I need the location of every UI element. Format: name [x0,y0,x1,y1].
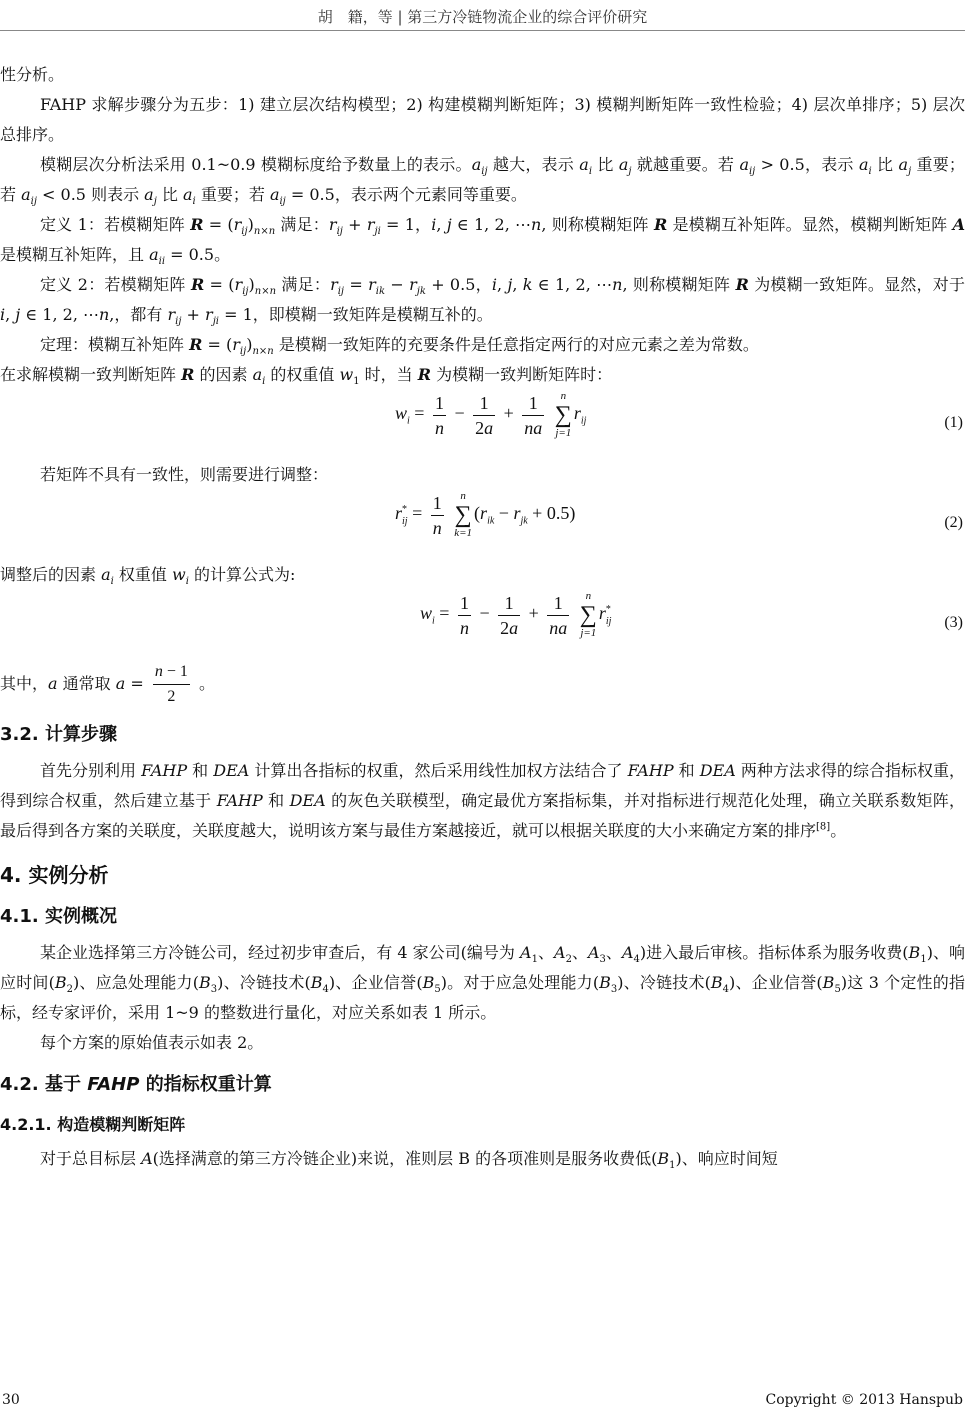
header-rule [0,30,965,31]
paragraph-after: 调整后的因素 $a_i$ 权重值 $w_i$ 的计算公式为: [0,565,296,588]
section-heading-4-2: 4.2. 基于 FAHP 的指标权重计算 [0,1074,272,1095]
paragraph-last: 对于总目标层 A(选择满意的第三方冷链企业)来说，准则层 B 的各项准则是服务收费低$(B_1)$、响应时间短 [40,1149,778,1172]
equation-number: (3) [944,614,963,631]
section-heading-4-2-1: 4.2.1. 构造模糊判断矩阵 [0,1115,186,1134]
paragraph-table2: 每个方案的原始值表示如表 2。 [40,1033,264,1052]
running-header: 胡 籍，等 | 第三方冷链物流企业的综合评价研究 [317,8,648,26]
section-heading-4: 4. 实例分析 [0,863,109,887]
body-content [0,60,965,1174]
paragraph-case: 某企业选择第三方冷链公司，经过初步审查后，有 4 家公司(编号为 $A_1$、$A_2$、$A_3$、$A_4$)进入最后审核。指标体系为服务收费$(B_1)$、响应时间$(B_2)$、应急处理能力$(B_3)$、冷链技术$(B_4)$、企业信誉$(B_5)$。对于应急处理能力$(B_3)$、冷链技术$(B_4)$、企业信誉$(B_5)$这 3 个定性的指标，经专家评价，采用 1~9 的整数进行量化，对应关系如表 1 所示。 [0,943,965,1022]
paragraph: 性分析。 [0,65,65,84]
paragraph-adjust: 若矩阵不具有一致性，则需要进行调整： [40,465,329,484]
paragraph-steps: FAHP 求解步骤分为五步：1) 建立层次结构模型；2) 构建模糊判断矩阵；3) 模糊判断矩阵一致性检验；4) 层次单排序；5) 层次总排序。 [0,95,965,144]
paragraph-definition-1: 定义 1：若模糊矩阵 $R = (r_{ij})_{n\times n}$ 满足：$r_{ij} + r_{ji} = 1$，i, j ∈ 1, 2, ⋯n, 则称模糊矩阵 R 是模糊互补矩阵。显然，模糊判断矩阵 A 是模糊互补矩阵，且 $a_{ii} = 0.5$。 [0,215,965,268]
section-heading-4-1: 4.1. 实例概况 [0,906,117,927]
paragraph-weight: 在求解模糊一致判断矩阵 R 的因素 $a_i$ 的权重值 $w_1$ 时，当 R 为模糊一致判断矩阵时： [0,365,613,388]
paragraph-where: 其中，a 通常取 a = $\frac{n - 1}{2}$ 。 [0,660,965,708]
section-heading-3-2: 3.2. 计算步骤 [0,724,117,745]
equation-number: (1) [944,414,963,431]
paragraph-definition-2: 定义 2：若模糊矩阵 $R = (r_{ij})_{n\times n}$ 满足：$r_{ij} = r_{ik} - r_{jk} + 0.5$，i, j, k ∈ 1, 2, ⋯n, 则称模糊矩阵 R 为模糊一致矩阵。显然，对于 i, j ∈ 1, 2, ⋯n,，都有 $r_{ij} + r_{ji} = 1$，即模糊一致矩阵是模糊互补的。 [0,275,965,328]
equation-1: $w_i$ = $\frac{1}{n}$ − $\frac{1}{2a}$ + $\frac{1}{na}$ n ∑ j=1 $r_{ij}$ (1) [395,390,963,439]
equation-3: $w_i$ = $\frac{1}{n}$ − $\frac{1}{2a}$ + $\frac{1}{na}$ n ∑ j=1 $r^*_{ij}$ (3) [420,590,963,639]
paragraph-calc: 首先分别利用 FAHP 和 DEA 计算出各指标的权重，然后采用线性加权方法结合了 FAHP 和 DEA 两种方法求得的综合指标权重，得到综合权重，然后建立基于 FAHP 和 DEA 的灰色关联模型，确定最优方案指标集，并对指标进行规范化处理，确立关联系数矩阵，最后得到各方案的关联度，关联度越大，说明该方案与最佳方案越接近，就可以根据关联度的大小来确定方案的排序[8]。 [0,761,965,840]
copyright: Copyright © 2013 Hanspub [765,1392,963,1408]
equation-number: (2) [944,514,963,531]
equation-2: $r^*_{ij}$ = $\frac{1}{n}$ n ∑ k=1 $(r_{ik} - r_{jk} + 0.5)$ (2) [395,490,963,539]
paragraph-theorem: 定理：模糊互补矩阵 $R = (r_{ij})_{n\times n}$ 是模糊一致矩阵的充要条件是任意指定两行的对应元素之差为常数。 [40,335,759,358]
page-number: 30 [2,1392,20,1408]
paragraph-scale: 模糊层次分析法采用 0.1~0.9 模糊标度给予数量上的表示。$a_{ij}$ 越大，表示 $a_i$ 比 $a_j$ 就越重要。若 $a_{ij} > 0.5$，表示 $a_i$ 比 $a_j$ 重要；若 $a_{ij} < 0.5$ 则表示 $a_j$ 比 $a_i$ 重要；若 $a_{ij} = 0.5$，表示两个元素同等重要。 [0,155,965,208]
